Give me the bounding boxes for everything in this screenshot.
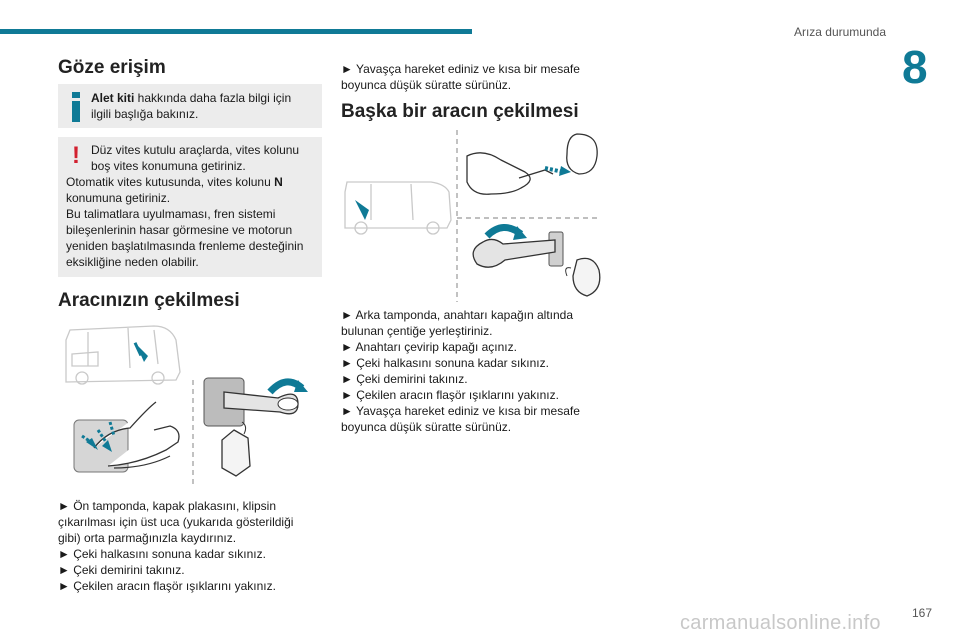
warning-line-2: boş vites konumuna getiriniz.: [91, 159, 246, 173]
front-towing-illustration: [58, 318, 322, 488]
arrow-down-icon-rear: [355, 200, 369, 220]
front-towing-steps: [58, 498, 322, 594]
front-step-1b: çıkarılması için üst uca (yukarıda gösterildiği: [58, 515, 294, 529]
tow-ring-sketch: [204, 378, 308, 476]
warning-line-7: yeniden başlatılmasında frenleme desteğinin: [66, 239, 304, 253]
rear-step-2: ► Anahtarı çevirip kapağı açınız.: [341, 340, 517, 354]
right-top-step-a: ► Yavaşça hareket ediniz ve kısa bir mesafe: [341, 62, 580, 76]
warning-line-3-bold: N: [274, 175, 283, 189]
warning-icon: !: [72, 142, 80, 169]
rear-step-3: ► Çeki halkasını sonuna kadar sıkınız.: [341, 356, 549, 370]
warning-line-8: eksikliğine neden olabilir.: [66, 255, 199, 269]
rear-step-5: ► Çekilen aracın flaşör ışıklarını yakınız.: [341, 388, 559, 402]
rear-step-4: ► Çeki demirini takınız.: [341, 372, 468, 386]
heading-aracinizin-cekilmesi: Aracınızın çekilmesi: [58, 290, 240, 311]
warning-box: [58, 137, 322, 277]
warning-line-4: konumuna getiriniz.: [66, 191, 171, 205]
front-step-1a: ► Ön tamponda, kapak plakasını, klipsin: [58, 499, 276, 513]
chapter-number: 8: [902, 41, 928, 93]
info-icon: [72, 92, 80, 122]
rear-step-1b: bulunan çentiğe yerleştiriniz.: [341, 324, 493, 338]
front-step-1c: gibi) orta parmağınızla kaydırınız.: [58, 531, 237, 545]
right-top-step: [341, 61, 601, 93]
front-step-2: ► Çeki halkasını sonuna kadar sıkınız.: [58, 547, 266, 561]
warning-line-5: Bu talimatlara uyulmaması, fren sistemi: [66, 207, 276, 221]
rear-towing-illustration: [341, 130, 601, 302]
info-bold: Alet kiti: [91, 91, 135, 105]
info-text-1: hakkında daha fazla bilgi için: [134, 91, 292, 105]
rear-step-6b: boyunca düşük süratte sürünüz.: [341, 420, 512, 434]
hand-key-sketch: [467, 134, 597, 194]
rear-step-1a: ► Arka tamponda, anahtarı kapağın altında: [341, 308, 574, 322]
watermark: carmanualsonline.info: [680, 612, 881, 634]
warning-line-6: bileşenlerinin hasar görmesine ve motorun: [66, 223, 293, 237]
section-title: Arıza durumunda: [793, 25, 886, 39]
right-top-step-b: boyunca düşük süratte sürünüz.: [341, 78, 512, 92]
van-front-sketch: [66, 326, 180, 384]
page-number: 167: [912, 606, 933, 620]
hand-cover-plate-sketch: [74, 402, 179, 472]
warning-line-3: Otomatik vites kutusunda, vites kolunu: [66, 175, 275, 189]
warning-line-1: Düz vites kutulu araçlarda, vites kolunu: [91, 143, 300, 157]
heading-baska-aracin-cekilmesi: Başka bir aracın çekilmesi: [341, 101, 579, 122]
rear-towing-steps: [341, 307, 601, 435]
front-step-4: ► Çekilen aracın flaşör ışıklarını yakınız.: [58, 579, 276, 593]
heading-goze-erisim: Göze erişim: [58, 57, 166, 78]
info-box: [58, 84, 322, 128]
tow-ring-rear-sketch: [473, 226, 600, 296]
rear-step-6a: ► Yavaşça hareket ediniz ve kısa bir mesafe: [341, 404, 580, 418]
front-step-3: ► Çeki demirini takınız.: [58, 563, 185, 577]
info-text-2: ilgili başlığa bakınız.: [91, 107, 199, 121]
header-accent-bar: [0, 29, 472, 34]
